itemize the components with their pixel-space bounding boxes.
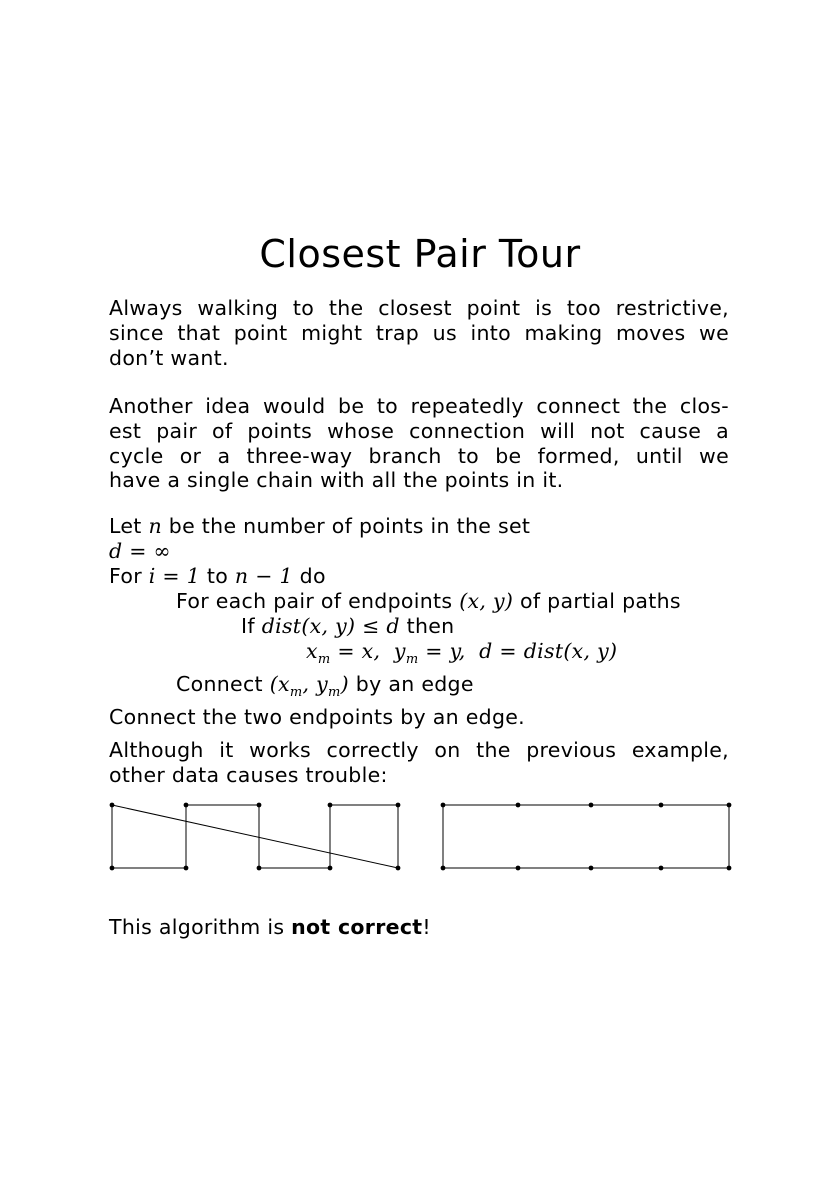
intro-paragraph [109, 296, 729, 370]
algo-line-3: For i = 1 to n − 1 do [109, 564, 326, 588]
intro-line: since that point might trap us into making moves we [109, 320, 729, 345]
intro-line: Always walking to the closest point is too restrictive, [109, 296, 729, 320]
algo-line-5: If dist(x, y) ≤ d then [241, 614, 455, 638]
idea-line: est pair of points whose connection will not cause a [109, 418, 729, 443]
counterexample-figure [100, 795, 750, 885]
optimal-tour-graph [443, 805, 729, 868]
graph-points-right [441, 803, 732, 871]
trouble-line: Although it works correctly on the previous example, [109, 738, 729, 762]
algo-line-4: For each pair of endpoints (x, y) of partial paths [176, 589, 681, 613]
algo-line-6: $x_m = x$, $y_m = y$, d = dist(x, y) [306, 639, 618, 668]
algo-line-7: Connect ($x_m$, $y_m$) by an edge [176, 672, 474, 701]
idea-line: Another idea would be to repeatedly connect the clos- [109, 394, 729, 418]
page-title: Closest Pair Tour [259, 232, 581, 276]
trouble-paragraph [109, 738, 729, 788]
idea-line: cycle or a three-way branch to be formed, until we [109, 443, 729, 468]
idea-line: have a single chain with all the points in it. [109, 468, 564, 493]
algorithm-block [109, 514, 729, 730]
intro-line: don’t want. [109, 345, 229, 370]
trouble-line: other data causes trouble: [109, 762, 388, 787]
emphasis-not-correct: not correct [291, 915, 423, 939]
algo-line-1: Let n be the number of points in the set [109, 514, 531, 538]
algo-line-8: Connect the two endpoints by an edge. [109, 705, 525, 730]
idea-paragraph [109, 394, 729, 493]
closest-pair-result-graph [112, 805, 398, 868]
conclusion-text: This algorithm is not correct! [109, 915, 431, 939]
algo-line-2: d = ∞ [109, 539, 171, 563]
